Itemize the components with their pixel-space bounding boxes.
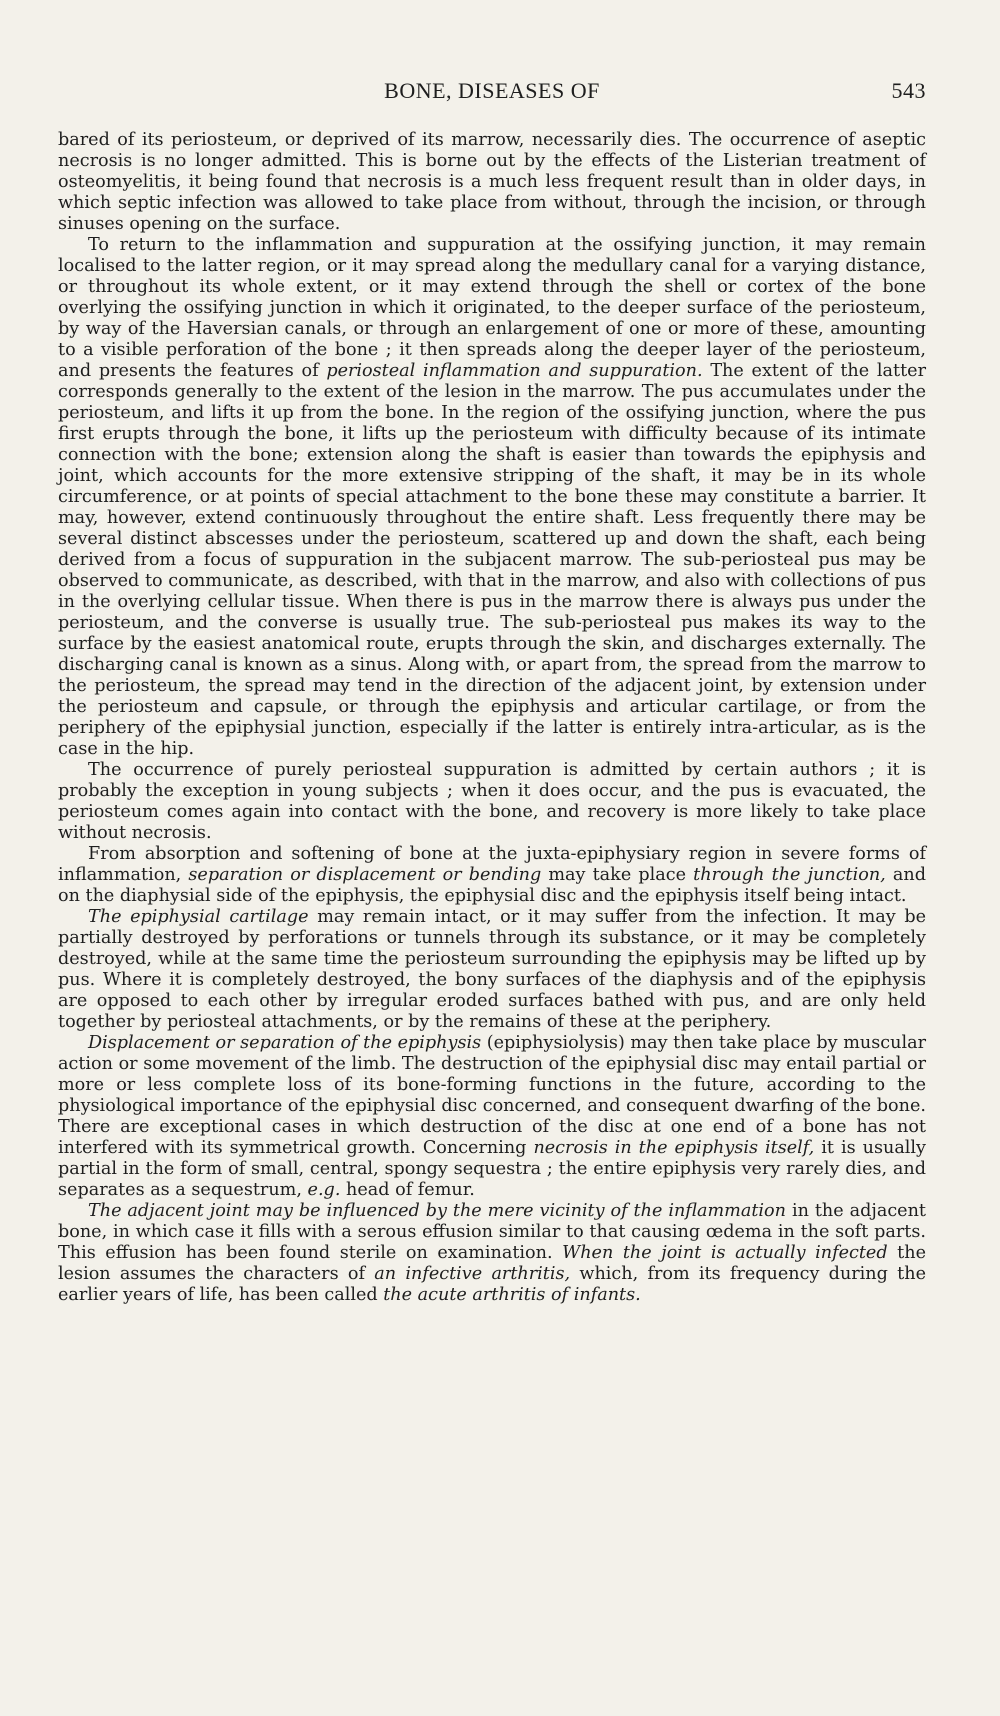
italic-phrase: an infective arthritis, [374,1264,571,1284]
text-run: may take place [541,865,694,885]
paragraph-5 [58,907,926,1033]
paragraph-1 [58,130,926,235]
text-run: head of femur. [340,1180,475,1200]
text-run: bared of its periosteum, or deprived of its marrow, necessarily dies. The occurrence of aseptic necrosis is no longer admitted. This is borne out by the effects of the Listerian treatment of osteomyelitis, it being found that necrosis is a much less frequent result than in older days, in which septic infection was allowed to take place from without, through the incision, or through sinuses opening on the surface. [58,130,926,234]
text-run: The occurrence of purely periosteal suppuration is admitted by certain authors ; it is probably the exception in young subjects ; when it does occur, and the pus is evacuated, the periosteum comes again into contact with the bone, and recovery is more likely to take place without necrosis. [58,760,926,843]
text-run: From absorption and softening of bone at the juxta-epiphysiary region in severe forms of inflammation, [58,844,926,885]
body-text [58,130,926,1306]
paragraph-7 [58,1201,926,1306]
text-run: the lesion assumes the characters of [58,1243,926,1284]
page-title: BONE, DISEASES OF [384,78,600,103]
text-run: (epiphysiolysis) may then take place by muscular action or some movement of the limb. The destruction of the epiphysial disc may entail partial or more or less complete loss of its bone-forming functions in the future, according to the physiological importance of the epiphysial disc concerned, and consequent dwarfing of the bone. There are exceptional cases in which destruction of the disc at one end of a bone has not interfered with its symmetrical growth. Concerning [58,1033,926,1158]
italic-phrase: The adjacent joint may be influenced by the mere vicinity of the inflammation [88,1201,786,1221]
text-run: in the adjacent bone, in which case it fills with a serous effusion similar to that causing œdema in the soft parts. This effusion has been found sterile on examination. [58,1201,926,1263]
italic-phrase: The epiphysial cartilage [88,907,309,927]
paragraph-3 [58,760,926,844]
page-number: 543 [891,78,926,103]
text-run: To return to the inflammation and suppuration at the ossifying junction, it may remain localised to the latter region, or it may spread along the medullary canal for a varying distance, or throughout its whole extent, or it may extend through the shell or cortex of the bone overlying the ossifying junction in which it originated, to the deeper surface of the periosteum, by way of the Haversian canals, or through an enlargement of one or more of these, amounting to a visible perforation of the bone ; it then spreads along the deeper layer of the periosteum, and presents the features of [58,235,926,381]
text-run: which, from its frequency during the earlier years of life, has been called [58,1264,926,1305]
text-run: may remain intact, or it may suffer from the infection. It may be partially destroyed by perforations or tunnels through its substance, or it may be completely destroyed, while at the same time the periosteum surrounding the epiphysis may be lifted up by pus. Where it is completely destroyed, the bony surfaces of the diaphysis and of the epiphysis are opposed to each other by irregular eroded surfaces bathed with pus, and are only held together by periosteal attachments, or by the remains of these at the periphery. [58,907,927,1032]
paragraph-6 [58,1033,926,1201]
italic-phrase: the acute arthritis of infants. [383,1285,641,1305]
italic-phrase: Displacement or separation of the epiphysis [88,1033,482,1053]
text-run: The extent of the latter corresponds generally to the extent of the lesion in the marrow. The pus accumulates under the periosteum, and lifts it up from the bone. In the region of the ossifying junction, where the pus first erupts through the bone, it lifts up the periosteum with difficulty because of its intimate connection with the bone; extension along the shaft is easier than towards the epiphysis and joint, which accounts for the more extensive stripping of the shaft, it may be in its whole circumference, or at points of special attachment to the bone these may constitute a barrier. It may, however, extend continuously throughout the entire shaft. Less frequently there may be several distinct abscesses under the periosteum, scattered up and down the shaft, each being derived from a focus of suppuration in the subjacent marrow. The sub-periosteal pus may be observed to communicate, as described, with that in the marrow, and also with collections of pus in the overlying cellular tissue. When there is pus in the marrow there is always pus under the periosteum, and the converse is usually true. The sub-periosteal pus makes its way to the surface by the easiest anatomical route, erupts through the skin, and discharges externally. The discharging canal is known as a sinus. Along with, or apart from, the spread from the marrow to the periosteum, the spread may tend in the direction of the adjacent joint, by extension under the periosteum and capsule, or through the epiphysis and articular cartilage, or from the periphery of the epiphysial junction, especially if the latter is entirely intra-articular, as is the case in the hip. [58,361,926,759]
text-run: and on the diaphysial side of the epiphysis, the epiphysial disc and the epiphysis itself being intact. [58,865,927,906]
italic-phrase: When the joint is actually infected [562,1243,888,1263]
italic-phrase: through the junction, [693,865,886,885]
paragraph-2 [58,235,926,760]
running-head [58,78,926,108]
italic-phrase: e.g. [307,1180,341,1200]
italic-phrase: separation or displacement or bending [188,865,542,885]
italic-phrase: necrosis in the epiphysis itself, [533,1138,815,1158]
text-run: it is usually partial in the form of small, central, spongy sequestra ; the entire epiphysis very rarely dies, and separates as a sequestrum, [58,1138,926,1200]
paragraph-4 [58,844,926,907]
italic-phrase: periosteal inflammation and suppuration. [326,361,703,381]
